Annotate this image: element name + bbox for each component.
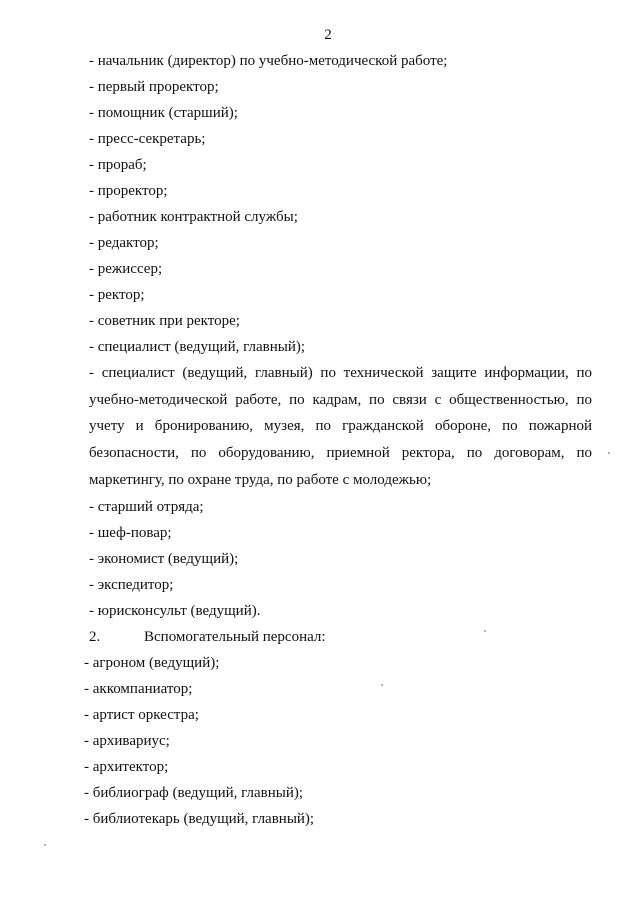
list-item: - режиссер; xyxy=(89,261,163,277)
scan-speck xyxy=(484,630,486,632)
document-body xyxy=(0,48,640,832)
list-item: - аккомпаниатор; xyxy=(84,680,193,697)
list-item: - редактор; xyxy=(89,235,159,251)
list-item: - юрисконсульт (ведущий). xyxy=(89,602,261,619)
list-item: - начальник (директор) по учебно-методической работе; xyxy=(89,53,448,69)
list-item: - шеф-повар; xyxy=(89,524,172,541)
scan-speck xyxy=(608,452,610,454)
section-heading xyxy=(0,624,640,650)
list-item: - работник контрактной службы; xyxy=(89,209,298,225)
list-item: - прораб; xyxy=(89,157,147,173)
section-number: 2. xyxy=(89,628,101,645)
list-item: - советник при ректоре; xyxy=(89,313,240,329)
list-item: - архитектор; xyxy=(84,758,169,775)
list-item: - библиотекарь (ведущий, главный); xyxy=(84,810,315,827)
list-item: - ректор; xyxy=(89,287,145,303)
list-item: - старший отряда; xyxy=(89,498,204,515)
section-title: Вспомогательный персонал: xyxy=(144,628,326,645)
list-item: - специалист (ведущий, главный); xyxy=(89,339,306,355)
list-item: - экспедитор; xyxy=(89,576,174,593)
list-item: - артист оркестра; xyxy=(84,706,199,723)
long-list-item: - специалист (ведущий, главный) по технической защите информации, по учебно-методической работе, по кадрам, по связи с общественностью, по учету и бронированию, музея, по гражданской обороне, по пожарной безопасности, по оборудованию, приемной ректора, по договорам, по маркетингу, по охране труда, по работе с молодежью; xyxy=(89,365,592,488)
list-item: - первый проректор; xyxy=(89,79,219,95)
page-number: 2 xyxy=(324,27,332,43)
scan-speck xyxy=(381,684,383,686)
list-item: - пресс-секретарь; xyxy=(89,131,206,147)
list-item: - проректор; xyxy=(89,183,168,199)
list-item: - библиограф (ведущий, главный); xyxy=(84,784,304,801)
list-item: - агроном (ведущий); xyxy=(84,654,220,671)
scan-speck xyxy=(44,844,46,846)
list-item: - экономист (ведущий); xyxy=(89,550,239,567)
list-item: - архивариус; xyxy=(84,732,170,749)
list-item: - помощник (старший); xyxy=(89,105,238,121)
